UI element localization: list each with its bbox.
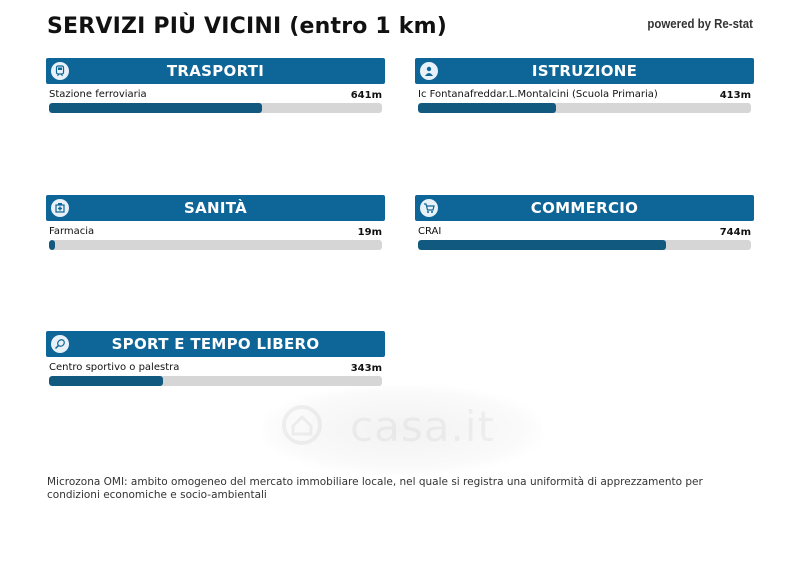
card-sport	[46, 331, 385, 386]
distance-bar-fill	[49, 103, 262, 113]
service-name: Stazione ferroviaria	[49, 89, 147, 100]
hospital-icon	[51, 199, 69, 217]
service-name: Ic Fontanafreddar.L.Montalcini (Scuola Primaria)	[418, 89, 658, 100]
footnote-text: Microzona OMI: ambito omogeneo del mercato immobiliare locale, nel quale si registra una uniformità di apprezzamento per condizioni economiche e socio-ambientali	[47, 476, 703, 501]
distance-bar-fill	[49, 240, 55, 250]
card-title: SANITÀ	[183, 199, 248, 217]
distance-bar	[418, 240, 751, 250]
distance-bar	[49, 376, 382, 386]
watermark-house-icon	[282, 405, 322, 445]
distance-bar	[49, 103, 382, 113]
school-icon	[420, 62, 438, 80]
service-distance: 413m	[719, 90, 751, 101]
service-distance: 641m	[350, 90, 382, 101]
service-distance: 19m	[357, 227, 382, 238]
card-title: TRASPORTI	[166, 62, 265, 80]
list-item	[49, 225, 382, 250]
service-name: CRAI	[418, 226, 442, 237]
card-header	[46, 58, 385, 84]
powered-by-label: powered by Re-stat	[647, 16, 753, 31]
card-istruzione	[415, 58, 754, 113]
card-trasporti	[46, 58, 385, 113]
card-commercio	[415, 195, 754, 250]
card-header	[415, 195, 754, 221]
card-header	[46, 331, 385, 357]
card-title: SPORT E TEMPO LIBERO	[111, 335, 320, 353]
list-item	[49, 88, 382, 113]
card-header	[46, 195, 385, 221]
distance-bar-fill	[418, 240, 666, 250]
card-sanita	[46, 195, 385, 250]
card-header	[415, 58, 754, 84]
service-name: Farmacia	[49, 226, 95, 237]
service-name: Centro sportivo o palestra	[49, 362, 180, 373]
watermark-logo	[350, 402, 495, 451]
card-title: ISTRUZIONE	[531, 62, 638, 80]
cart-icon	[420, 199, 438, 217]
list-item	[49, 361, 382, 386]
page-title: SERVIZI PIÙ VICINI (entro 1 km)	[47, 14, 448, 39]
distance-bar-fill	[418, 103, 556, 113]
list-item	[418, 225, 751, 250]
train-icon	[51, 62, 69, 80]
distance-bar-fill	[49, 376, 163, 386]
service-distance: 343m	[350, 363, 382, 374]
distance-bar	[49, 240, 382, 250]
tennis-icon	[51, 335, 69, 353]
distance-bar	[418, 103, 751, 113]
service-distance: 744m	[719, 227, 751, 238]
list-item	[418, 88, 751, 113]
card-title: COMMERCIO	[530, 199, 639, 217]
